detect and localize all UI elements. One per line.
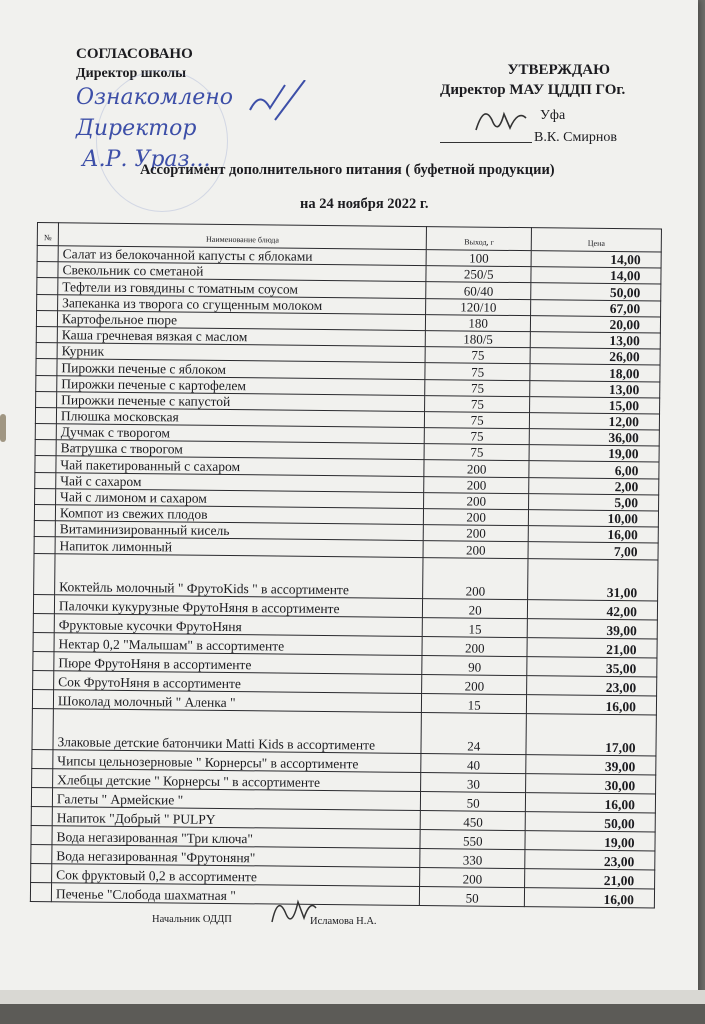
- dish-yield: 200: [424, 476, 529, 493]
- row-number: [31, 787, 52, 806]
- dish-yield: 200: [424, 509, 529, 526]
- dish-yield: 330: [420, 848, 525, 868]
- dish-yield: 200: [422, 636, 527, 656]
- dish-yield: 90: [422, 655, 527, 675]
- dish-price: 13,00: [530, 380, 660, 398]
- dish-price: 36,00: [529, 429, 659, 447]
- dish-yield: 200: [424, 460, 529, 477]
- row-number: [32, 708, 53, 749]
- dish-price: 39,00: [527, 618, 657, 638]
- footer-position: Начальник ОДДП: [152, 914, 232, 925]
- row-number: [33, 632, 54, 651]
- row-number: [34, 504, 55, 520]
- dish-name: Дучмак с творогом: [56, 424, 425, 444]
- row-number: [35, 440, 56, 456]
- handwritten-signature: [250, 80, 305, 120]
- dish-name: Чай пакетированный с сахаром: [56, 456, 425, 476]
- dish-yield: 200: [424, 492, 529, 509]
- row-number: [31, 806, 52, 825]
- dish-price: 67,00: [531, 299, 661, 317]
- dish-yield: 200: [423, 557, 528, 599]
- dish-yield: 15: [423, 617, 528, 637]
- row-number: [36, 375, 57, 391]
- dish-yield: 200: [420, 867, 525, 887]
- footer-signature: [268, 892, 318, 932]
- approval-left-title: СОГЛАСОВАНО: [76, 46, 193, 62]
- menu-table: [30, 222, 662, 908]
- dish-price: 23,00: [525, 849, 655, 869]
- dish-price: 10,00: [529, 510, 659, 528]
- approval-left-position: Директор школы: [76, 66, 187, 81]
- dish-name: Напиток "Добрый " PULPY: [52, 806, 421, 829]
- row-number: [36, 326, 57, 342]
- row-number: [31, 825, 52, 844]
- dish-name: Пирожки печеные с яблоком: [57, 359, 426, 379]
- dish-yield: 100: [426, 250, 531, 267]
- approval-right-position: Директор МАУ ЦДДП ГОг.: [440, 82, 626, 98]
- dish-name: Пирожки печеные с капустой: [57, 391, 426, 411]
- dish-yield: 75: [424, 444, 529, 461]
- header-number: №: [37, 223, 58, 246]
- approval-right-block: [440, 60, 650, 145]
- document-date: на 24 ноября 2022 г.: [300, 196, 429, 212]
- handwriting-line-1: Ознакомлено: [76, 85, 234, 110]
- dish-name: Напиток лимонный: [55, 537, 424, 557]
- dish-name: Витаминизированный кисель: [55, 521, 424, 541]
- row-number: [32, 749, 53, 768]
- row-number: [34, 553, 55, 594]
- dish-price: 14,00: [531, 267, 661, 285]
- dish-yield: 75: [425, 428, 530, 445]
- row-number: [30, 882, 51, 901]
- dish-name: Пюре ФрутоНяня в ассортименте: [54, 651, 423, 674]
- dish-price: 13,00: [530, 332, 660, 350]
- dish-yield: 50: [421, 791, 526, 811]
- dish-yield: 120/10: [426, 298, 531, 315]
- dish-name: Компот из свежих плодов: [55, 505, 424, 525]
- dish-price: 6,00: [529, 461, 659, 479]
- table-row: [32, 708, 656, 756]
- dish-yield: 75: [425, 395, 530, 412]
- dish-price: 2,00: [529, 477, 659, 495]
- row-number: [36, 359, 57, 375]
- row-number: [36, 343, 57, 359]
- dish-yield: 250/5: [426, 266, 531, 283]
- dish-name: Печенье "Слобода шахматная ": [51, 882, 420, 905]
- dish-yield: 180: [426, 314, 531, 331]
- dish-name: Курник: [57, 343, 426, 363]
- dish-price: 18,00: [530, 364, 660, 382]
- dish-name: Плюшка московская: [56, 408, 425, 428]
- dish-name: Чай с лимоном и сахаром: [56, 489, 425, 509]
- dish-yield: 75: [425, 411, 530, 428]
- dish-name: Злаковые детские батончики Matti Kids в ассортименте: [53, 708, 422, 753]
- header-price: Цена: [531, 228, 661, 252]
- row-number: [31, 844, 52, 863]
- handwriting-line-3: А.Р. Ураз...: [82, 147, 211, 172]
- dish-name: Вода негазированная "Фрутоняня": [52, 844, 421, 867]
- dish-yield: 550: [420, 829, 525, 849]
- row-number: [36, 310, 57, 326]
- dish-price: 20,00: [531, 315, 661, 333]
- dish-price: 14,00: [531, 251, 661, 269]
- dish-name: Фруктовые кусочки ФрутоНяня: [54, 613, 423, 636]
- dish-name: Ватрушка с творогом: [56, 440, 425, 460]
- dish-name: Нектар 0,2 "Малышам" в ассортименте: [54, 632, 423, 655]
- table-body: [30, 246, 661, 908]
- table-row: [34, 553, 658, 601]
- dish-yield: 40: [421, 753, 526, 773]
- dish-price: 19,00: [525, 830, 655, 850]
- row-number: [35, 488, 56, 504]
- dish-yield: 450: [421, 810, 526, 830]
- dish-yield: 30: [421, 772, 526, 792]
- dish-yield: 75: [425, 363, 530, 380]
- row-number: [35, 472, 56, 488]
- dish-yield: 15: [422, 693, 527, 713]
- dish-name: Коктейль молочный " ФрутоKids " в ассортименте: [55, 553, 424, 598]
- row-number: [32, 689, 53, 708]
- row-number: [35, 456, 56, 472]
- dish-price: 16,00: [525, 887, 655, 907]
- dish-yield: 24: [421, 712, 526, 754]
- dish-price: 15,00: [530, 396, 660, 414]
- row-number: [35, 407, 56, 423]
- row-number: [32, 768, 53, 787]
- dish-price: 50,00: [525, 811, 655, 831]
- dish-name: Свекольник со сметаной: [58, 262, 427, 282]
- paper-mark: [0, 414, 6, 442]
- dish-yield: 200: [423, 541, 528, 558]
- dish-name: Картофельное пюре: [57, 310, 426, 330]
- dish-name: Вода негазированная "Три ключа": [52, 825, 421, 848]
- dish-name: Хлебцы детские " Корнерсы " в ассортименте: [53, 768, 422, 791]
- dish-name: Чипсы цельнозерновые " Корнерсы" в ассортименте: [53, 749, 422, 772]
- dish-name: Сок фруктовый 0,2 в ассортименте: [52, 863, 421, 886]
- dish-price: 21,00: [525, 868, 655, 888]
- row-number: [33, 651, 54, 670]
- header-dish: Наименование блюда: [58, 223, 427, 250]
- dish-price: 26,00: [530, 348, 660, 366]
- dish-name: Галеты " Армейские ": [52, 787, 421, 810]
- dish-yield: 75: [425, 379, 530, 396]
- row-number: [37, 278, 58, 294]
- dish-price: 16,00: [528, 526, 658, 544]
- dish-yield: 50: [420, 886, 525, 906]
- row-number: [37, 294, 58, 310]
- director-signature: [470, 100, 530, 140]
- dish-yield: 180/5: [426, 331, 531, 348]
- row-number: [33, 613, 54, 632]
- footer-name: Исламова Н.А.: [310, 916, 377, 927]
- dish-price: 7,00: [528, 542, 658, 560]
- dish-price: 23,00: [527, 675, 657, 695]
- dish-name: Палочки кукурузные ФрутоНяня в ассортименте: [54, 594, 423, 617]
- approval-right-title: УТВЕРЖДАЮ: [507, 62, 610, 78]
- dish-price: 16,00: [526, 792, 656, 812]
- row-number: [37, 246, 58, 262]
- dish-price: 42,00: [528, 599, 658, 619]
- dish-yield: 200: [424, 525, 529, 542]
- dish-price: 19,00: [529, 445, 659, 463]
- dish-price: 39,00: [526, 754, 656, 774]
- dish-name: Чай с сахаром: [56, 472, 425, 492]
- dish-price: 17,00: [526, 713, 656, 755]
- dish-price: 31,00: [528, 558, 658, 600]
- row-number: [36, 391, 57, 407]
- dish-price: 12,00: [530, 413, 660, 431]
- handwriting-line-2: Директор: [76, 116, 197, 141]
- row-number: [34, 537, 55, 553]
- row-number: [34, 521, 55, 537]
- dish-name: Сок ФрутоНяня в ассортименте: [54, 670, 423, 693]
- dish-yield: 60/40: [426, 282, 531, 299]
- dish-name: Пирожки печеные с картофелем: [57, 375, 426, 395]
- document-title: Ассортимент дополнительного питания ( буфетной продукции): [140, 162, 555, 178]
- dish-price: 21,00: [527, 637, 657, 657]
- dish-name: Салат из белокочанной капусты с яблоками: [58, 246, 427, 266]
- dish-name: Шоколад молочный " Аленка ": [53, 689, 422, 712]
- approval-right-city: Уфа: [540, 108, 566, 123]
- row-number: [37, 262, 58, 278]
- row-number: [31, 863, 52, 882]
- dish-name: Каша гречневая вязкая с маслом: [57, 327, 426, 347]
- table-surface: [0, 1004, 705, 1024]
- dish-name: Запеканка из творога со сгущенным молоком: [58, 294, 427, 314]
- dish-price: 30,00: [526, 773, 656, 793]
- dish-yield: 75: [425, 347, 530, 364]
- dish-yield: 20: [423, 598, 528, 618]
- dish-price: 5,00: [529, 493, 659, 511]
- dish-yield: 200: [422, 674, 527, 694]
- row-number: [35, 424, 56, 440]
- approval-right-name: В.К. Смирнов: [534, 130, 617, 145]
- dish-price: 35,00: [527, 656, 657, 676]
- dish-name: Тефтели из говядины с томатным соусом: [58, 278, 427, 298]
- row-number: [33, 670, 54, 689]
- dish-price: 50,00: [531, 283, 661, 301]
- dish-price: 16,00: [527, 694, 657, 714]
- signature-line: [440, 142, 532, 143]
- row-number: [33, 594, 54, 613]
- header-yield: Выход, г: [427, 227, 532, 251]
